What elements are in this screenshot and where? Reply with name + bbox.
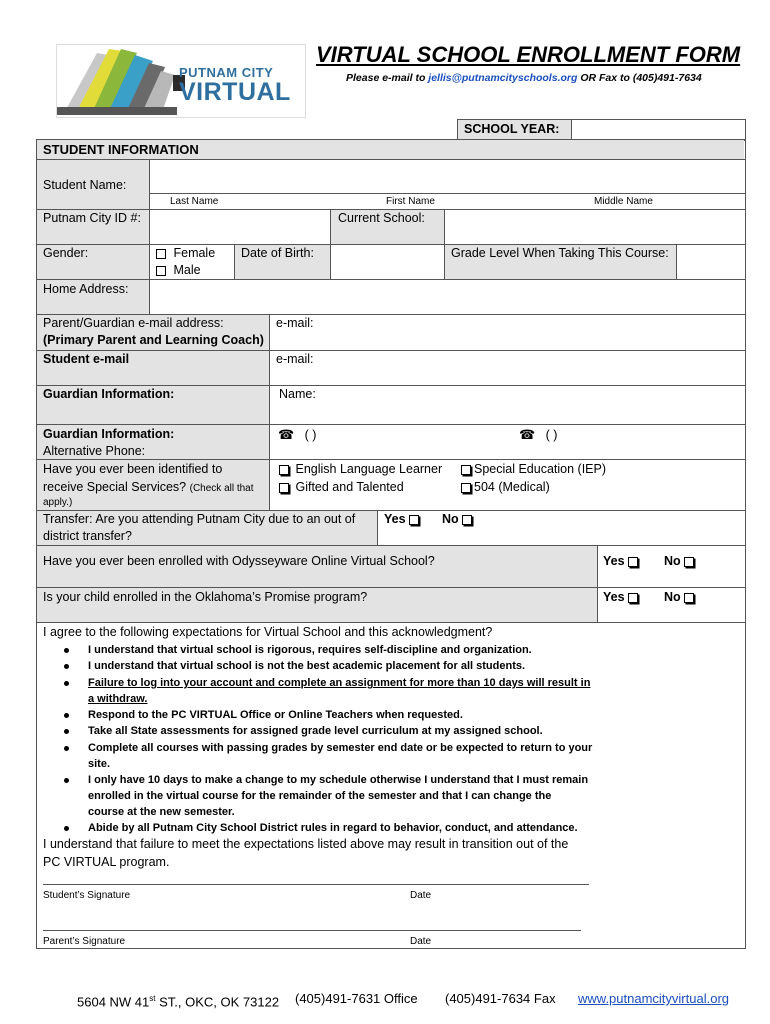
- school-year-label: SCHOOL YEAR:: [464, 122, 560, 136]
- current-school-label: Current School:: [338, 211, 425, 225]
- student-email-field-label: e-mail:: [276, 352, 314, 366]
- student-email-label: Student e-mail: [43, 352, 130, 366]
- grade-level-input[interactable]: [678, 246, 742, 276]
- odyssey-yes-option[interactable]: [603, 553, 641, 570]
- bullet-text: I only have 10 days to make a change to my schedule otherwise I understand that I must remain: [88, 774, 589, 786]
- address-part: 5604 NW 41: [77, 994, 150, 1010]
- promise-yes-label: Yes: [603, 590, 625, 604]
- agreement-bullet-cont: [88, 691, 148, 707]
- putnam-id-input[interactable]: [151, 211, 329, 241]
- agreement-bullet: [88, 723, 543, 739]
- student-signature-label: Student’s Signature: [43, 890, 131, 901]
- footer-fax: (405)491-7634 Fax: [445, 991, 556, 1006]
- agreement-bullet-cont: [88, 788, 551, 804]
- student-info-header: STUDENT INFORMATION: [43, 142, 199, 157]
- transfer-q2: district transfer?: [43, 529, 132, 543]
- gifted-checkbox[interactable]: [279, 483, 289, 493]
- home-address-label: Home Address:: [43, 282, 129, 296]
- female-label: Female: [173, 246, 216, 260]
- agreement-intro: I agree to the following expectations for Virtual School and this acknowledgment?: [43, 625, 493, 639]
- odyssey-yes-label: Yes: [603, 554, 625, 568]
- phone-field-2[interactable]: [519, 426, 557, 444]
- phone-parens-1: ( ): [304, 428, 317, 442]
- bullet-text: enrolled in the virtual course for the remainder of the semester and that I can change the: [88, 790, 552, 802]
- female-checkbox[interactable]: [156, 249, 166, 259]
- dob-input[interactable]: [332, 246, 443, 276]
- male-checkbox[interactable]: [156, 266, 166, 276]
- agreement-bullet: [88, 707, 463, 723]
- guardian-name-input[interactable]: [320, 387, 740, 421]
- sped-checkbox[interactable]: [461, 465, 471, 475]
- agreement-bullet: [88, 740, 592, 756]
- gifted-label: Gifted and Talented: [295, 480, 404, 494]
- check-all-note-2: apply.): [43, 497, 73, 508]
- bullet-text: site.: [88, 758, 111, 770]
- parent-date-label: Date: [410, 936, 432, 947]
- agreement-bullet-cont: [88, 804, 235, 820]
- promise-yes-checkbox[interactable]: [628, 593, 638, 603]
- gender-female-option[interactable]: [156, 245, 215, 262]
- medical-checkbox[interactable]: [461, 483, 471, 493]
- logo-line2: VIRTUAL: [179, 78, 291, 106]
- transfer-no-checkbox[interactable]: [462, 515, 472, 525]
- footer-address: [77, 990, 279, 1010]
- agreement-bullet: [88, 658, 525, 674]
- parent-email-sublabel: (Primary Parent and Learning Coach): [43, 333, 264, 347]
- home-address-input[interactable]: [151, 281, 741, 311]
- special-services-q2: [43, 479, 254, 496]
- guardian-name-label: Name:: [279, 387, 316, 401]
- male-label: Male: [173, 263, 201, 277]
- footer-website-link[interactable]: www.putnamcityvirtual.org: [578, 991, 729, 1006]
- bullet-text: Abide by all Putnam City School District rules in regard to behavior, conduct, and attendance.: [88, 822, 578, 834]
- agreement-closing-2: PC VIRTUAL program.: [43, 855, 170, 869]
- putnam-id-label: Putnam City ID #:: [43, 211, 141, 225]
- ell-option[interactable]: [276, 461, 442, 478]
- logo-line1: PUTNAM CITY: [179, 65, 274, 80]
- guardian-info-label-2: Guardian Information:: [43, 427, 175, 441]
- odyssey-no-checkbox[interactable]: [684, 557, 694, 567]
- ell-checkbox[interactable]: [279, 465, 289, 475]
- agreement-bullet: [88, 642, 532, 658]
- medical-label: 504 (Medical): [474, 480, 550, 494]
- phone-icon: ☎: [519, 427, 536, 442]
- parent-email-field-label: e-mail:: [276, 316, 314, 330]
- alt-phone-label: Alternative Phone:: [43, 444, 146, 458]
- bullet-text: a withdraw.: [88, 693, 148, 705]
- gender-male-option[interactable]: [156, 262, 201, 279]
- address-part-2: ST., OKC, OK 73122: [155, 994, 280, 1010]
- phone-field-1[interactable]: [278, 426, 316, 444]
- form-title: VIRTUAL SCHOOL ENROLLMENT FORM: [316, 42, 741, 67]
- promise-question: Is your child enrolled in the Oklahoma’s Promise program?: [43, 590, 368, 604]
- student-signature-line[interactable]: [43, 884, 589, 885]
- address-sup: st: [149, 994, 156, 1003]
- first-name-caption: First Name: [386, 196, 435, 207]
- agreement-bullet: [88, 820, 578, 836]
- promise-yes-option[interactable]: [603, 589, 641, 606]
- ell-label: English Language Learner: [295, 462, 443, 476]
- form-subtitle: [346, 72, 702, 84]
- bullet-text: I understand that virtual school is rigorous, requires self-discipline and organization.: [88, 644, 532, 656]
- promise-no-option[interactable]: [664, 589, 697, 606]
- subtitle-prefix: Please e-mail to: [346, 72, 429, 84]
- agreement-bullet: [88, 675, 590, 691]
- bullet-text: Take all State assessments for assigned grade level curriculum at my assigned school.: [88, 725, 543, 737]
- bullet-text: Respond to the PC VIRTUAL Office or Online Teachers when requested.: [88, 709, 463, 721]
- current-school-input[interactable]: [446, 211, 742, 241]
- subtitle-suffix: OR Fax to (405)491-7634: [580, 72, 702, 84]
- parent-signature-label: Parent’s Signature: [43, 936, 126, 947]
- parent-signature-line[interactable]: [43, 930, 581, 931]
- check-all-note: (Check all that: [189, 483, 254, 494]
- promise-no-checkbox[interactable]: [684, 593, 694, 603]
- footer-office-phone: (405)491-7631 Office: [295, 991, 418, 1006]
- grade-level-label: Grade Level When Taking This Course:: [451, 246, 669, 260]
- bullet-text: Complete all courses with passing grades by semester end date or be expected to return to your: [88, 742, 593, 754]
- middle-name-caption: Middle Name: [594, 196, 653, 207]
- student-name-label: Student Name:: [43, 178, 127, 192]
- transfer-yes-checkbox[interactable]: [409, 515, 419, 525]
- sped-option[interactable]: [458, 461, 606, 478]
- promise-no-label: No: [664, 590, 681, 604]
- last-name-caption: Last Name: [170, 196, 219, 207]
- odyssey-no-option[interactable]: [664, 553, 697, 570]
- student-name-input[interactable]: [151, 162, 741, 192]
- medical-option[interactable]: [458, 479, 550, 496]
- special-services-q1: Have you ever been identified to: [43, 462, 223, 476]
- transfer-yes-option[interactable]: [384, 511, 422, 528]
- special-services-q2-text: receive Special Services?: [43, 480, 187, 494]
- bullet-text: I understand that virtual school is not the best academic placement for all students.: [88, 660, 526, 672]
- transfer-q1: Transfer: Are you attending Putnam City due to an out of: [43, 512, 356, 526]
- transfer-yes-label: Yes: [384, 512, 406, 526]
- email-link[interactable]: jellis@putnamcityschools.org: [428, 72, 581, 84]
- bullet-text: Failure to log into your account and complete an assignment for more than 10 days will result in: [88, 677, 591, 689]
- agreement-bullet: [88, 772, 588, 788]
- school-year-input[interactable]: [573, 121, 743, 139]
- phone-parens-2: ( ): [545, 428, 558, 442]
- phone-icon: ☎: [278, 427, 295, 442]
- parent-email-label: Parent/Guardian e-mail address:: [43, 316, 224, 330]
- gender-label: Gender:: [43, 246, 89, 260]
- bullet-text: course at the new semester.: [88, 806, 235, 818]
- agreement-closing-1: I understand that failure to meet the expectations listed above may result in transition out of the: [43, 837, 569, 851]
- school-logo: [56, 44, 306, 118]
- guardian-info-label: Guardian Information:: [43, 387, 175, 401]
- parent-email-input[interactable]: [320, 316, 740, 346]
- student-date-label: Date: [410, 890, 432, 901]
- transfer-no-option[interactable]: [442, 511, 475, 528]
- odyssey-yes-checkbox[interactable]: [628, 557, 638, 567]
- student-email-input[interactable]: [320, 352, 740, 382]
- dob-label: Date of Birth:: [241, 246, 314, 260]
- odysseyware-question: Have you ever been enrolled with Odysseyware Online Virtual School?: [43, 554, 435, 568]
- transfer-no-label: No: [442, 512, 459, 526]
- gifted-option[interactable]: [276, 479, 404, 496]
- sped-label: Special Education (IEP): [474, 462, 607, 476]
- agreement-bullet-cont: [88, 756, 110, 772]
- odyssey-no-label: No: [664, 554, 681, 568]
